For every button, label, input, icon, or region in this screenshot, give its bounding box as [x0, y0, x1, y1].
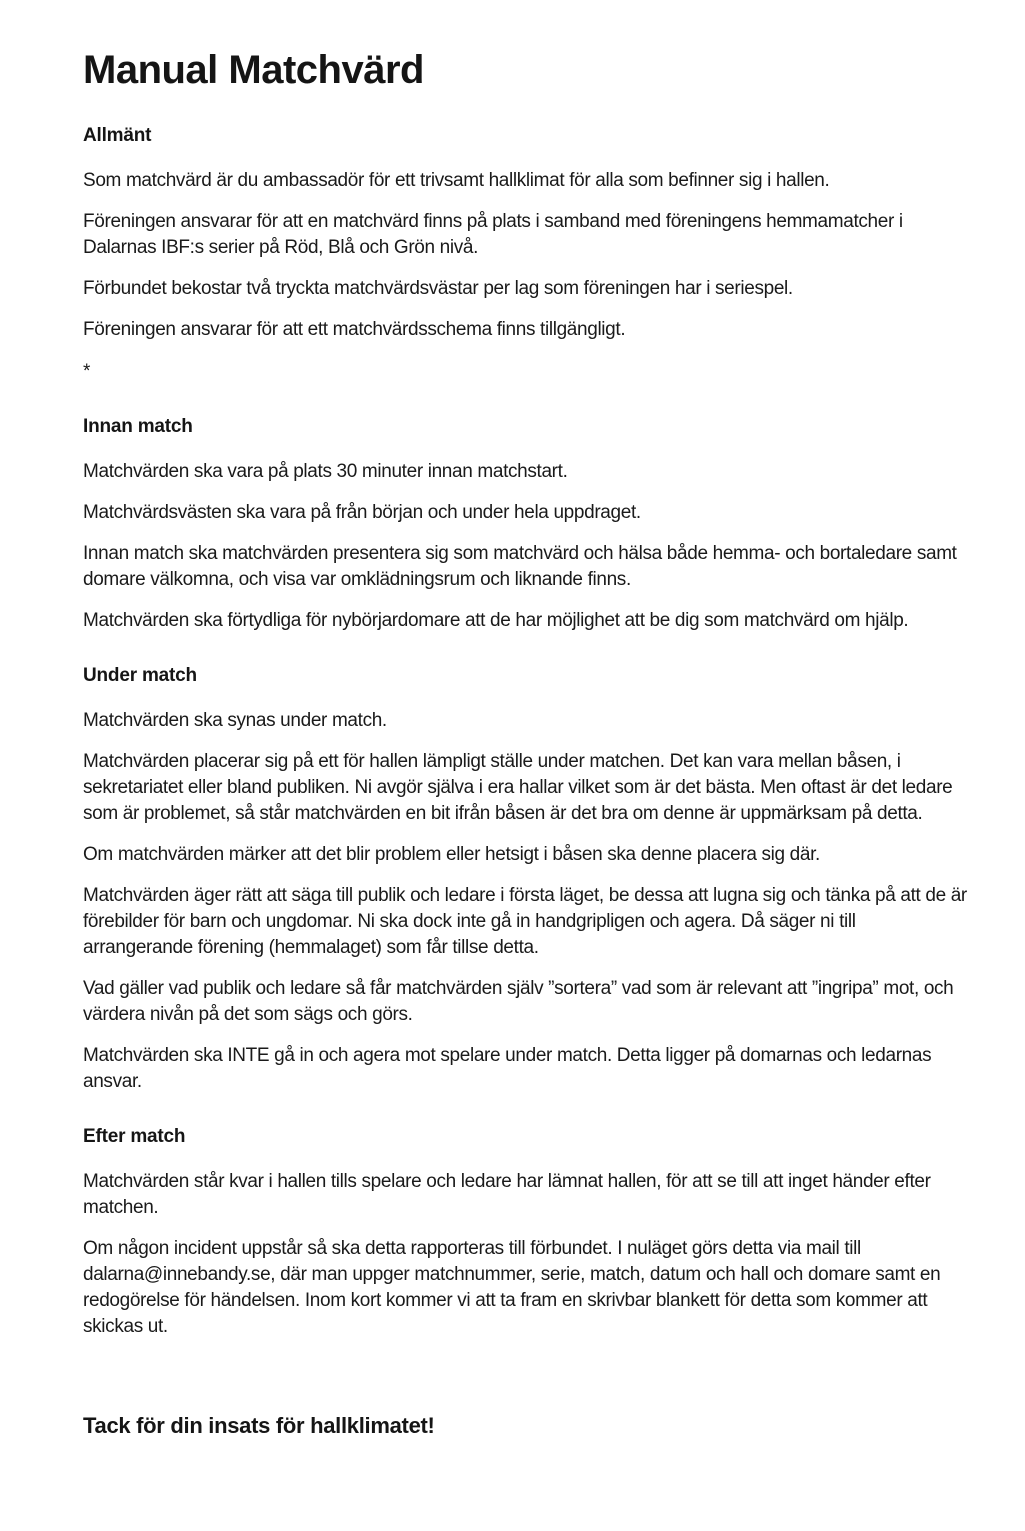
- document-title: Manual Matchvärd: [83, 48, 424, 92]
- paragraph: Om någon incident uppstår så ska detta rapporteras till förbundet. I nuläget görs detta via mail till dalarna@innebandy.se, där man uppger matchnummer, serie, match, datum och hall och domare samt en redogörelse för händelsen. Inom kort kommer vi att ta fram en skrivbar blankett för detta som kommer att skickas ut.: [83, 1238, 941, 1337]
- section-heading-efter-match: Efter match: [83, 1126, 186, 1147]
- paragraph: Matchvärden placerar sig på ett för hallen lämpligt ställe under matchen. Det kan vara mellan båsen, i sekretariatet eller bland publiken. Ni avgör själva i era hallar vilket som är det bästa. Men oftast är det ledare som är problemet, så står matchvärden en bit ifrån båsen är det bra om denne är uppmärksam på detta.: [83, 751, 953, 824]
- paragraph: Om matchvärden märker att det blir problem eller hetsigt i båsen ska denne placera sig där.: [83, 844, 820, 865]
- section-heading-innan-match: Innan match: [83, 416, 193, 437]
- paragraph: Matchvärden ska synas under match.: [83, 710, 387, 731]
- paragraph: Matchvärden ska förtydliga för nybörjardomare att de har möjlighet att be dig som matchvärd om hjälp.: [83, 610, 909, 631]
- paragraph: Vad gäller vad publik och ledare så får matchvärden själv ”sortera” vad som är relevant att ”ingripa” mot, och värdera nivån på det som sägs och görs.: [83, 978, 954, 1025]
- paragraph: Matchvärden ska INTE gå in och agera mot spelare under match. Detta ligger på domarnas och ledarnas ansvar.: [83, 1045, 932, 1092]
- paragraph: Föreningen ansvarar för att ett matchvärdsschema finns tillgängligt.: [83, 319, 626, 340]
- paragraph: Matchvärdsvästen ska vara på från början och under hela uppdraget.: [83, 502, 641, 523]
- paragraph: Innan match ska matchvärden presentera sig som matchvärd och hälsa både hemma- och bortaledare samt domare välkomna, och visa var omklädningsrum och liknande finns.: [83, 543, 957, 590]
- paragraph: Matchvärden äger rätt att säga till publik och ledare i första läget, be dessa att lugna sig och tänka på att de är förebilder för barn och ungdomar. Ni ska dock inte gå in handgripligen och agera. Då säger ni till arrangerande förening (hemmalaget) som får tillse detta.: [83, 885, 967, 958]
- paragraph: Förbundet bekostar två tryckta matchvärdsvästar per lag som föreningen har i seriespel.: [83, 278, 793, 299]
- section-heading-under-match: Under match: [83, 665, 197, 686]
- asterisk-separator: *: [83, 361, 91, 382]
- section-heading-allmant: Allmänt: [83, 125, 152, 146]
- closing-statement: Tack för din insats för hallklimatet!: [83, 1413, 435, 1438]
- paragraph: Matchvärden står kvar i hallen tills spelare och ledare har lämnat hallen, för att se till att inget händer efter matchen.: [83, 1171, 931, 1218]
- paragraph: Föreningen ansvarar för att en matchvärd finns på plats i samband med föreningens hemmamatcher i Dalarnas IBF:s serier på Röd, Blå och Grön nivå.: [83, 211, 903, 258]
- paragraph: Matchvärden ska vara på plats 30 minuter innan matchstart.: [83, 461, 568, 482]
- paragraph: Som matchvärd är du ambassadör för ett trivsamt hallklimat för alla som befinner sig i hallen.: [83, 170, 830, 191]
